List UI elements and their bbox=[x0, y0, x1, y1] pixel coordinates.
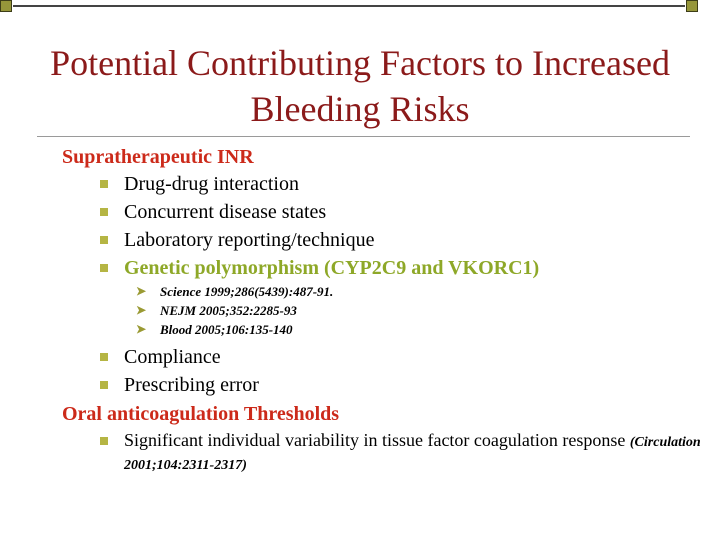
bullet-item bbox=[62, 343, 702, 371]
bullet-text: Genetic polymorphism (CYP2C9 and VKORC1) bbox=[124, 257, 540, 279]
reference-item bbox=[62, 320, 702, 339]
reference-item bbox=[62, 282, 702, 301]
arrow-bullet-icon: ➤ bbox=[136, 303, 147, 317]
square-bullet-icon bbox=[100, 236, 108, 244]
square-bullet-icon bbox=[100, 381, 108, 389]
bullet-text: Significant individual variability in tissue factor coagulation response bbox=[124, 430, 626, 450]
square-bullet-icon bbox=[100, 180, 108, 188]
section-heading-supratherapeutic-inr: Supratherapeutic INR bbox=[62, 146, 254, 168]
reference-text: Blood 2005;106:135-140 bbox=[160, 322, 293, 337]
corner-square-left bbox=[0, 0, 12, 12]
section-heading-oral-anticoagulation: Oral anticoagulation Thresholds bbox=[62, 403, 340, 425]
title-divider bbox=[37, 136, 690, 137]
square-bullet-icon bbox=[100, 353, 108, 361]
bullet-item bbox=[62, 170, 702, 198]
bullet-text: Compliance bbox=[124, 346, 221, 368]
bullet-item bbox=[62, 226, 702, 254]
citation-text: (Circulation 2001;104:2311-2317) bbox=[124, 435, 701, 473]
reference-text: NEJM 2005;352:2285-93 bbox=[160, 303, 297, 318]
bullet-text: Concurrent disease states bbox=[124, 201, 327, 223]
bullet-item bbox=[62, 198, 702, 226]
bullet-text: Drug-drug interaction bbox=[124, 173, 299, 195]
slide-title: Potential Contributing Factors to Increased Bleeding Risks bbox=[50, 43, 670, 129]
reference-text: Science 1999;286(5439):487-91. bbox=[160, 284, 334, 299]
corner-square-right bbox=[686, 0, 698, 12]
arrow-bullet-icon: ➤ bbox=[136, 284, 147, 298]
bullet-item bbox=[62, 430, 702, 476]
bullet-item bbox=[62, 371, 702, 399]
bullet-item-genetic-polymorphism bbox=[62, 254, 702, 282]
square-bullet-icon bbox=[100, 264, 108, 272]
slide-body bbox=[62, 144, 702, 476]
bullet-text: Laboratory reporting/technique bbox=[124, 229, 375, 251]
arrow-bullet-icon: ➤ bbox=[136, 322, 147, 336]
bullet-text: Prescribing error bbox=[124, 374, 259, 396]
top-border-line bbox=[13, 5, 685, 7]
reference-item bbox=[62, 301, 702, 320]
square-bullet-icon bbox=[100, 437, 108, 445]
square-bullet-icon bbox=[100, 208, 108, 216]
